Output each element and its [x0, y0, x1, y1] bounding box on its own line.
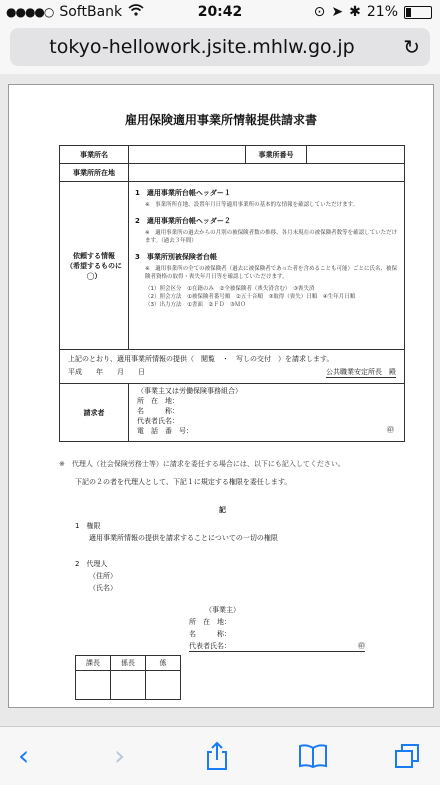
- battery-icon: [404, 6, 432, 19]
- carrier-name: SoftBank: [59, 4, 123, 20]
- share-icon: [204, 741, 230, 771]
- bluetooth-icon: ✱: [349, 4, 361, 20]
- reload-icon[interactable]: ↻: [403, 35, 420, 59]
- owner-seal: ㊞: [358, 642, 365, 650]
- agent-note: ※ 代理人（社会保険労務士等）に請求を委任する場合には、以下にも記入してください。: [59, 460, 345, 468]
- agent-name: （氏名）: [89, 584, 117, 592]
- forward-icon: ›: [114, 739, 126, 772]
- office-number-label: 事業所番号: [246, 146, 307, 164]
- request-statement: 上記のとおり、適用事業所情報の提供（ 閲覧 ・ 写しの交付 ）を請求します。: [68, 355, 334, 363]
- approval-cell: [111, 671, 146, 700]
- lock-rotation-icon: ⊙: [313, 4, 326, 20]
- office-number-value: [307, 146, 405, 164]
- approval-cell: [146, 671, 181, 700]
- section1-desc: 適用事業所情報の提供を請求することについての一切の権限: [89, 534, 278, 542]
- office-name-label: 事業所名: [60, 146, 129, 164]
- approval-head-1: 課長: [76, 656, 111, 671]
- item3-title: 3 事業所別被保険者台帳: [135, 253, 217, 261]
- book-icon: [298, 743, 328, 769]
- tabs-icon: [394, 743, 422, 769]
- option-query-order: （2）照会方法 ①被保険者番号順 ②五十音順 ③取得（喪失）日順 ④生年月日順: [145, 294, 356, 300]
- requester-address: 所 在 地：: [137, 397, 179, 405]
- item2-desc: ※ 適用事業所の過去からの月別の被保険者数の推移、各月末現在の被保険者数等を確認していただけます。（過去３年間）: [145, 230, 398, 244]
- option-query-type: （1）照会区分 ①在籍のみ ②全被保険者（喪失済含む） ③喪失済: [145, 286, 315, 292]
- ki-heading: 記: [219, 506, 226, 514]
- form-title: 雇用保険適用事業所情報提供請求書: [124, 113, 317, 127]
- signal-strength: ●●●●○: [6, 5, 54, 19]
- owner-heading: （事業主）: [205, 606, 240, 614]
- approval-head-2: 係長: [111, 656, 146, 671]
- clock: 20:42: [197, 4, 243, 20]
- approval-cell: [76, 671, 111, 700]
- section1-title: 1 権限: [75, 522, 101, 530]
- owner-rep: 代表者氏名： ㊞: [189, 642, 365, 650]
- tabs-button[interactable]: [394, 743, 422, 776]
- back-button[interactable]: [18, 739, 29, 772]
- section2-title: 2 代理人: [75, 560, 108, 568]
- addressee: 公共職業安定所長 殿: [326, 368, 396, 376]
- document-viewer[interactable]: [0, 74, 440, 726]
- requester-tel: 電 話 番 号：: [137, 427, 193, 435]
- bookmarks-button[interactable]: [298, 743, 328, 776]
- office-address-value: [129, 164, 405, 182]
- safari-toolbar: [0, 726, 440, 785]
- battery-percent: 21%: [366, 4, 398, 20]
- owner-name: 名 称：: [189, 630, 231, 638]
- owner-address: 所 在 地：: [189, 618, 231, 626]
- item1-title: 1 適用事業所台帳ヘッダー１: [135, 189, 231, 197]
- requested-info-label: 依頼する情報 （希望するものに◯）: [60, 182, 129, 350]
- date-line: 平成 年 月 日: [68, 368, 145, 376]
- approval-head-3: 係: [146, 656, 181, 671]
- location-icon: ➤: [331, 4, 344, 20]
- form-page: [8, 84, 434, 708]
- forward-button[interactable]: [114, 739, 125, 772]
- item2-title: 2 適用事業所台帳ヘッダー２: [135, 217, 231, 225]
- item1-desc: ※ 事業所所在地、設置年月日等適用事業所の基本的な情報を確認していただけます。: [145, 202, 359, 208]
- status-bar: [0, 0, 440, 24]
- url-text[interactable]: tokyo-hellowork.jsite.mhlw.go.jp: [49, 36, 355, 58]
- form-table: [59, 145, 405, 442]
- requester-name: 名 称：: [137, 407, 179, 415]
- share-button[interactable]: [204, 741, 230, 778]
- requester-label: 請求者: [60, 384, 129, 442]
- requester-heading: （事業主又は労働保険事務組合）: [137, 387, 242, 395]
- office-name-value: [129, 146, 246, 164]
- requester-rep: 代表者氏名：: [137, 417, 179, 425]
- approval-stamp-table: [75, 655, 181, 700]
- option-output: （3）出力方法 ①書面 ②ＦＤ ③ＭＯ: [145, 302, 246, 308]
- item3-desc: ※ 適用事業所の全ての被保険者（過去に被保険者であった者を含めることも可能）ごとに氏名、被保険者資格の取得・喪失年月日等を確認していただけます。: [145, 266, 398, 280]
- address-bar[interactable]: [10, 28, 430, 66]
- back-icon: ‹: [18, 739, 30, 772]
- agent-address: （住所）: [89, 572, 117, 580]
- delegation-text: 下記の２の者を代理人として、下記１に規定する権限を委任します。: [75, 478, 292, 486]
- seal-mark: ㊞: [387, 426, 394, 434]
- office-address-label: 事業所所在地: [60, 164, 129, 182]
